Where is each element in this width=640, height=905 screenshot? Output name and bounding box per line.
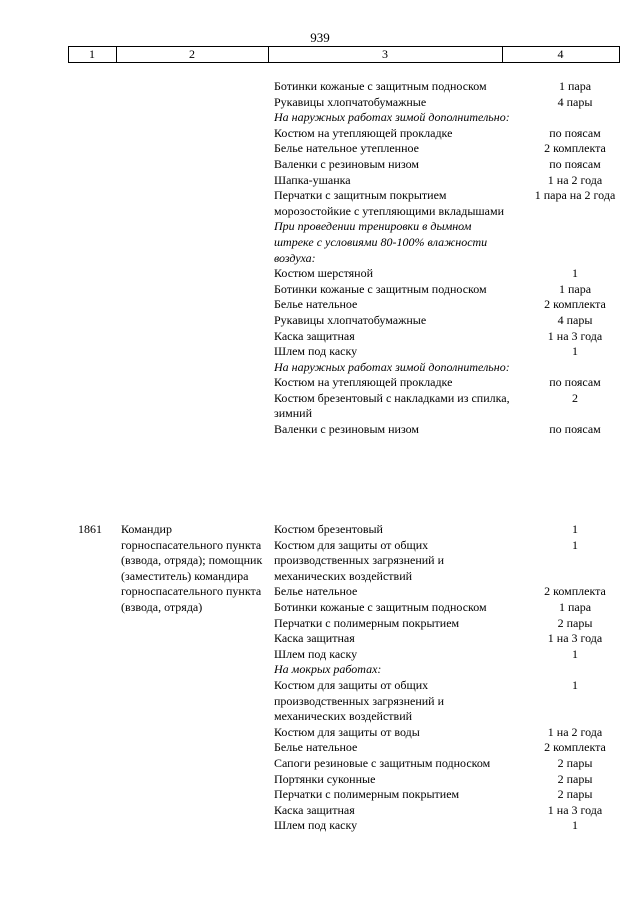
item-quantity: 2 [572,390,578,405]
item-quantity: 1 на 3 года [547,802,603,817]
item-name: Рукавицы хлопчатобумажные [274,312,427,327]
item-list [0,79,640,438]
item-quantity [510,110,640,126]
item-row [0,188,640,219]
item-quantity: 1 [572,344,578,359]
item-name: Ботинки кожаные с защитным подноском [274,79,487,93]
item-quantity: 1 [572,537,578,552]
item-row [0,297,640,313]
item-row [0,538,640,585]
item-name: Шапка-ушанка [274,172,351,187]
item-row [0,141,640,157]
item-name: Шлем под каску [274,646,358,661]
item-name: Каска защитная [274,328,355,343]
header-divider [619,46,620,63]
item-quantity: 2 пары [557,755,593,770]
item-row [0,647,640,663]
page-number: 939 [310,30,330,45]
item-name: Портянки суконные [274,771,376,786]
item-name: Перчатки с полимерным покрытием [274,615,460,630]
item-quantity: 1 на 3 года [547,631,603,646]
item-quantity: 1 на 3 года [547,328,603,343]
item-name: Валенки с резиновым низом [274,156,420,171]
subheading-text: При проведении тренировки в дымном штреке с условиями 80-100% влажности воздуха: [274,219,488,265]
item-quantity: 4 пары [557,312,593,327]
item-name: Рукавицы хлопчатобумажные [274,94,427,109]
item-row [0,126,640,142]
item-quantity: по поясам [549,375,601,390]
item-row [0,631,640,647]
item-quantity [510,219,640,266]
item-row [0,422,640,438]
item-quantity: по поясам [549,422,601,437]
subheading-text: На наружных работах зимой дополнительно: [274,110,510,125]
item-name: Перчатки с полимерным покрытием [274,787,460,802]
item-name: Белье нательное [274,297,358,312]
item-quantity: 1 пара на 2 года [534,188,616,203]
row-number: 1861 [78,522,102,536]
subheading-row [0,662,640,678]
item-quantity: 2 пары [557,771,593,786]
item-row [0,95,640,111]
item-row [0,79,640,95]
item-row [0,313,640,329]
column-header-1: 1 [89,47,95,61]
column-header-4: 4 [557,47,564,61]
item-row [0,584,640,600]
item-quantity [510,360,640,376]
item-row [0,787,640,803]
item-name: Валенки с резиновым низом [274,422,420,437]
item-row [0,522,640,538]
item-row [0,803,640,819]
item-row [0,391,640,422]
item-name: Костюм шерстяной [274,266,374,281]
item-quantity: 2 комплекта [544,584,606,599]
item-row [0,375,640,391]
item-name: Костюм для защиты от общих производственных загрязнений и механических воздействий [274,677,445,724]
item-row [0,282,640,298]
item-name: Костюм для защиты от общих производственных загрязнений и механических воздействий [274,537,445,583]
item-quantity: 2 комплекта [544,740,606,755]
subheading-text: На наружных работах зимой дополнительно: [274,359,510,374]
item-quantity: 1 [572,266,578,281]
subheading-row [0,360,640,376]
item-name: Каска защитная [274,802,355,817]
item-quantity: 2 комплекта [544,141,606,156]
item-row [0,266,640,282]
item-name: Шлем под каску [274,344,358,359]
item-quantity: 2 комплекта [544,297,606,312]
item-quantity: 1 на 2 года [547,172,603,187]
item-name: Белье нательное [274,584,358,599]
item-name: Ботинки кожаные с защитным подноском [274,599,487,614]
item-quantity: по поясам [549,125,601,140]
item-quantity: 1 пара [558,79,592,93]
item-quantity: 1 [572,522,578,536]
header-bottom-rule [68,62,619,63]
item-name: Костюм на утепляющей прокладке [274,375,453,390]
item-quantity: 2 пары [557,787,593,802]
item-row [0,329,640,345]
item-name: Костюм брезентовый [274,522,383,536]
item-row [0,725,640,741]
item-row [0,678,640,725]
item-quantity: 1 [572,677,578,692]
item-quantity: 1 на 2 года [547,724,603,739]
item-name: Костюм брезентовый с накладками из спилка, зимний [274,390,510,421]
item-quantity: 2 пары [557,615,593,630]
column-header-3: 3 [382,47,388,61]
item-list [0,522,640,834]
item-quantity: по поясам [549,156,601,171]
item-quantity: 1 пара [558,281,592,296]
item-quantity: 1 [572,646,578,661]
item-row [0,173,640,189]
item-row [0,740,640,756]
item-row [0,756,640,772]
item-name: Сапоги резиновые с защитным подноском [274,755,491,770]
item-name: Перчатки с защитным покрытием морозостойкие с утепляющими вкладышами [274,188,505,218]
item-quantity: 1 пара [558,599,592,614]
item-row [0,157,640,173]
item-row [0,818,640,834]
item-name: Шлем под каску [274,818,358,833]
subheading-row [0,110,640,126]
subheading-row [0,219,640,266]
subheading-text: На мокрых работах: [274,662,382,677]
item-name: Белье нательное утепленное [274,141,419,156]
item-quantity [510,662,640,678]
item-name: Костюм на утепляющей прокладке [274,125,453,140]
item-name: Ботинки кожаные с защитным подноском [274,281,487,296]
item-row [0,616,640,632]
column-header-2: 2 [189,47,195,61]
position-title: Командир горноспасательного пункта (взвода, отряда); помощник (заместитель) командира горноспасательного пункта (взвода, отряда) [121,522,263,614]
item-row [0,600,640,616]
item-quantity: 4 пары [557,94,593,109]
item-row [0,772,640,788]
item-row [0,344,640,360]
item-name: Костюм для защиты от воды [274,724,420,739]
item-name: Каска защитная [274,631,355,646]
item-name: Белье нательное [274,740,358,755]
item-quantity: 1 [572,818,578,833]
